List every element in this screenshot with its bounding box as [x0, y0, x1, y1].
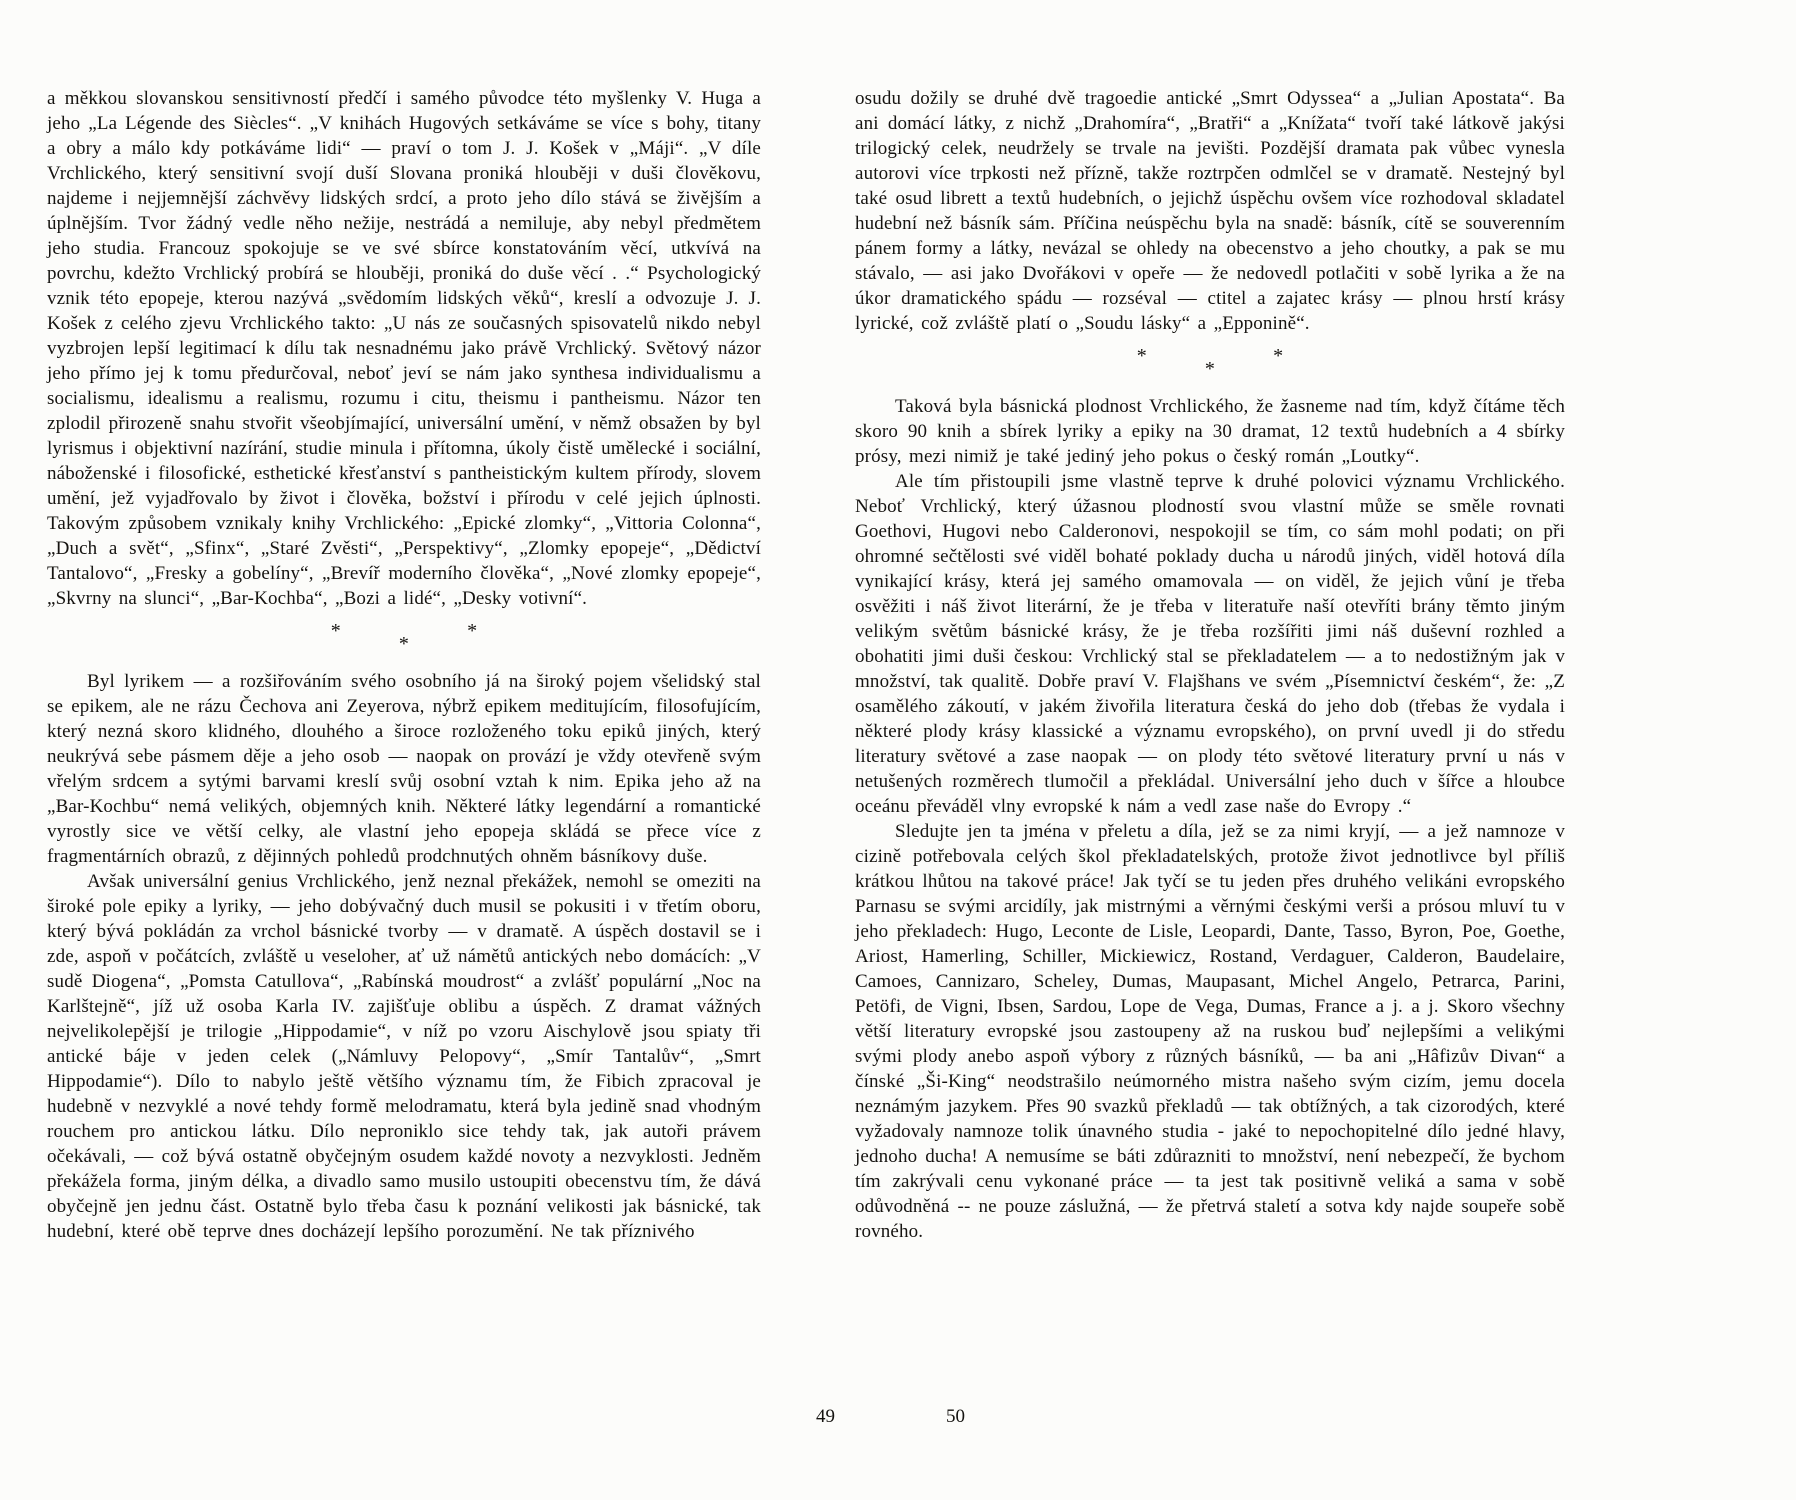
page-number-left: 49	[816, 1406, 835, 1427]
right-paragraph: Ale tím přistoupili jsme vlastně teprve k druhé polovici významu Vrchlického. Neboť Vrchlický, který úžasnou plodností svou vlastní může se směle rovnati Goethovi, Hugovi nebo Calderonovi, nespokojil se tím, co sám mohl podati; on při ohromné sečtělosti své viděl bohaté poklady ducha u národů jiných, viděl hotová díla vynikající krásy, která jej samého omamovala — on viděl, že jejich vůní je třeba osvěžiti i náš život literární, že je třeba v literatuře naší otevříti brány těmto jiným velikým světům básnické krásy, že je třeba rozšířiti jimi náš duševní rozhled a obohatiti jimi duši českou: Vrchlický stal se překladatelem — a to nedostižným jak v množství, tak qualitě. Dobře praví V. Flajšhans ve svém „Písemnictví českém“, že: „Z osamělého zákoutí, v jakém živořila literatura česká do jeho dob (třebas že vydala i některé plody krásy klassické a významu evropského), on první uvedl ji do středu literatury světové a zase naopak — on plody této světové literatury první u nás v netušených rozměrech tlumočil a překládal. Universální jeho duch v šířce a hloubce oceánu převáděl vlny evropské k nám a vedl zase naše do Evropy .“	[855, 471, 1565, 817]
right-paragraph-continuation: osudu dožily se druhé dvě tragoedie antické „Smrt Odyssea“ a „Julian Apostata“. Ba ani domácí látky, z nichž „Drahomíra“, „Bratři“ a „Knížata“ tvoří také látkově jakýsi trilogický celek, neudržely se trvale na jevišti. Pozdější dramata pak vůbec vynesla autorovi více trpkosti než přízně, takže roztrpčen odmlčel se v dramatě. Nestejný byl také osud librett a textů hudebních, o jejichž úspěchu ovšem více rozhodoval skladatel hudební než básník sám. Příčina neúspěchu byla na snadě: básník, cítě se souverenním pánem formy a látky, nevázal se ohledy na obecenstvo a jeho choutky, a pak se mu stávalo, — asi jako Dvořákovi v opeře — že nedovedl potlačiti v sobě lyrika a že na úkor dramatického spádu — rozséval — ctitel a zajatec krásy — plnou hrstí krásy lyrické, což zvláště platí o „Soudu lásky“ a „Epponině“.	[855, 88, 1565, 334]
page-number-right: 50	[946, 1406, 965, 1427]
right-paragraph: Sledujte jen ta jména v přeletu a díla, jež se za nimi kryjí, — a jež namnoze v cizině potřebovala celých škol překladatelských, protože život jednotlivce byl příliš krátkou lhůtou na takové práce! Jak tyčí se tu jeden přes druhého velikáni evropského Parnasu se svými arcidíly, jak mistrnými a věrnými českými verši a prósou mluví tu v jeho překladech: Hugo, Leconte de Lisle, Leopardi, Dante, Tasso, Byron, Poe, Goethe, Ariost, Hamerling, Schiller, Mickiewicz, Rostand, Verdaguer, Calderon, Baudelaire, Camoes, Cannizaro, Scheley, Dumas, Maupasant, Michel Angelo, Petrarca, Parini, Petöfi, de Vigni, Ibsen, Sardou, Lope de Vega, Dumas, France a j. a j. Skoro všechny větší literatury evropské jsou zastoupeny až na ruskou buď nejlepšími a velikými svými plody anebo aspoň výbory z různých básníků, — ba ani „Hâfizův Divan“ a čínské „Ši-King“ neodstrašilo neúmorného mistra našeho svým cizím, jemu docela neznámým jazykem. Přes 90 svazků překladů — tak obtížných, a tak cizorodých, které vyžadovaly namnoze tolik únavného studia - jaké to nepochopitelné dílo jedné hlavy, jednoho ducha! A nemusíme se báti zdůrazniti to množství, není nebezpečí, že bychom tím zakrývali cenu vykonané práce — ta jest tak positivně veliká a sama v sobě odůvodněná -- ne pouze záslužná, — že přetrvá staletí a sotva kdy najde soupeře sobě rovného.	[855, 821, 1565, 1242]
asterisk-icon: *	[1204, 358, 1216, 380]
left-paragraph-continuation: a měkkou slovanskou sensitivností předčí i samého původce této myšlenky V. Huga a jeho „La Légende des Siècles“. „V knihách Hugových setkáváme se více s bohy, titany a obry a málo kdy potkáváme lidi“ — praví o tom J. J. Košek v „Máji“. „V díle Vrchlického, který sensitivní svojí duší Slovana proniká hlouběji v duši člověkovu, najdeme i nejjemnější záchvěvy lidských srdcí, a proto jeho dílo stává se živějším a úplnějším. Tvor žádný vedle něho nežije, nestrádá a nemiluje, aby nebyl předmětem jeho studia. Francouz spokojuje se ve své sbírce konstatováním věcí, utkvívá na povrchu, kdežto Vrchlický probírá se hlouběji, proniká do duše věcí . .“ Psychologický vznik této epopeje, kterou nazývá „svědomím lidských věků“, kreslí a odvozuje J. J. Košek z celého zjevu Vrchlického takto: „U nás ze současných spisovatelů nikdo nebyl vyzbrojen lepší legitimací k dílu tak nesnadnému jako právě Vrchlický. Světový názor jeho přímo jej k tomu předurčoval, neboť jeví se nám jako synthesa individualismu a socialismu, idealismu a realismu, rozumu i citu, theismu i pantheismu. Názor ten zplodil přirozeně snahu stvořit všeobjímající, universální umění, v němž obsažen by byl lyrismus i objektivní nazírání, studie minula i přítomna, úkoly čistě umělecké i sociální, náboženské i filosofické, esthetické křesťanství s pantheistickým kultem přírody, slovem umění, jež vyjadřovalo by život i člověka, božství i přírodu v celé jejich úplnosti. Takovým způsobem vznikaly knihy Vrchlického: „Epické zlomky“, „Vittoria Colonna“, „Duch a svět“, „Sfinx“, „Staré Zvěsti“, „Perspektivy“, „Zlomky epopeje“, „Dědictví Tantalovo“, „Fresky a gobelíny“, „Brevíř moderního člověka“, „Nové zlomky epopeje“, „Skvrny na slunci“, „Bar-Kochba“, „Bozi a lidé“, „Desky votivní“.	[47, 88, 761, 609]
section-separator	[855, 346, 1565, 390]
asterisk-icon: *	[1273, 345, 1284, 367]
asterisk-icon: *	[467, 620, 478, 642]
asterisk-icon: *	[1136, 345, 1147, 367]
asterisk-icon: *	[330, 620, 341, 642]
left-page-text-column	[47, 86, 761, 1244]
asterisk-icon: *	[398, 633, 410, 655]
left-paragraph: Avšak universální genius Vrchlického, jenž neznal překážek, nemohl se omeziti na široké pole epiky a lyriky, — jeho dobývačný duch musil se pokusiti i v třetím oboru, který bývá pokládán za vrchol básnické tvorby — v dramatě. A úspěch dostavil se i zde, aspoň v počátcích, zvláště u veseloher, ať už námětů antických nebo domácích: „V sudě Diogena“, „Pomsta Catullova“, „Rabínská moudrost“ a zvlášť populární „Noc na Karlštejně“, jíž už osoba Karla IV. zajišťuje oblibu a úspěch. Z dramat vážných nejvelikolepější je trilogie „Hippodamie“, v níž po vzoru Aischylově jsou spiaty tři antické báje v jeden celek („Námluvy Pelopovy“, „Smír Tantalův“, „Smrt Hippodamie“). Dílo to nabylo ještě většího významu tím, že Fibich zpracoval je hudebně v nezvyklé a nové tehdy formě melodramatu, která byla jedině snad vhodným rouchem pro antickou látku. Dílo neproniklo sice tehdy tak, jak autoři právem očekávali, — což bývá ostatně obyčejným osudem každé novoty a nezvyklosti. Jedněm překážela forma, jiným délka, a divadlo samo musilo ustoupiti obecenstvu tím, že dává obyčejně jen jednu část. Ostatně bylo třeba času k poznání velikosti jak básnické, tak hudební, které obě teprve dnes docházejí lepšího porozumění. Ne tak příznivého	[47, 871, 761, 1242]
left-paragraph: Byl lyrikem — a rozšiřováním svého osobního já na široký pojem všelidský stal se epikem, ale ne rázu Čechova ani Zeyerova, nýbrž epikem meditujícím, filosofujícím, který nezná skoro klidného, dlouhého a široce rozloženého toku epiků jiných, který neukrývá sebe pásmem děje a jeho osob — naopak on provází je vždy otevřeně svým vřelým srdcem a sytými barvami kreslí svůj osobní vztah k nim. Epika jeho až na „Bar-Kochbu“ nemá velikých, objemných knih. Některé látky legendární a romantické vyrostly sice ve větší celky, ale vlastní jeho epopeja skládá se přece více z fragmentárních obrazů, z dějinných pohledů prodchnutých ohněm básníkovy duše.	[47, 671, 761, 867]
section-separator	[47, 621, 761, 665]
right-paragraph: Taková byla básnická plodnost Vrchlického, že žasneme nad tím, když čítáme těch skoro 90 knih a sbírek lyriky a epiky na 30 dramat, 12 textů hudebních a 4 sbírky prósy, mezi nimiž je také jediný jeho pokus o český román „Loutky“.	[855, 396, 1565, 467]
right-page-text-column	[855, 86, 1565, 1244]
